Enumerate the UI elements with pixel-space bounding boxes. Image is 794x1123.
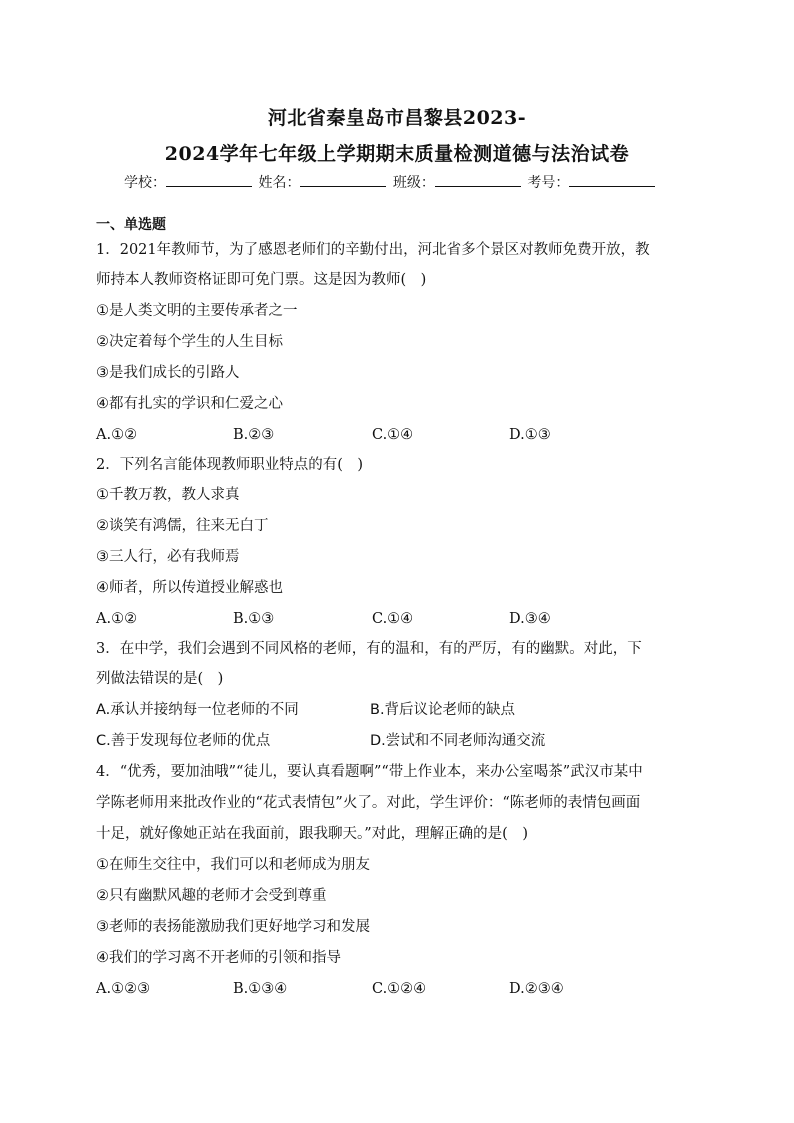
choice-d[interactable]: D.②③④	[509, 981, 564, 997]
question-1-statement: ②决定着每个学生的人生目标	[96, 334, 283, 350]
choice-b[interactable]: B.①③④	[233, 981, 288, 997]
question-2-stem-line: 2．下列名言能体现教师职业特点的有( )	[96, 457, 364, 473]
choice-b[interactable]: B.②③	[233, 427, 275, 443]
choice-d[interactable]: D.①③	[509, 427, 551, 443]
choice-d[interactable]: D.③④	[509, 611, 551, 627]
choice-c[interactable]: C.①④	[372, 427, 414, 443]
name-blank[interactable]	[300, 174, 386, 187]
choice-a[interactable]: A.①②	[96, 427, 138, 443]
question-3-choices-row1	[96, 700, 696, 720]
exam-number-label: 考号：	[527, 175, 570, 191]
choice-c[interactable]: C.①②④	[372, 981, 427, 997]
question-4-statement: ③老师的表扬能激励我们更好地学习和发展	[96, 919, 370, 935]
question-3-choices-row2	[96, 731, 696, 751]
choice-c[interactable]: C.善于发现每位老师的优点	[96, 733, 271, 749]
question-1-stem-line: 师持本人教师资格证即可免门票。这是因为教师( )	[96, 272, 427, 288]
question-4-stem-line: 十足，就好像她正站在我面前，跟我聊天。”对此，理解正确的是( )	[96, 826, 528, 842]
question-2-statement: ④师者，所以传道授业解惑也	[96, 580, 283, 596]
section-heading: 一、单选题	[96, 217, 166, 233]
question-4-stem-line: 4．“优秀，要加油哦”“徒儿，要认真看题啊”“带上作业本，来办公室喝茶”武汉市某中	[96, 764, 643, 780]
question-2-statement: ①千教万教，教人求真	[96, 487, 240, 503]
choice-a[interactable]: A.①②	[96, 611, 138, 627]
question-4-stem-line: 学陈老师用来批改作业的“花式表情包”火了。对此，学生评价：“陈老师的表情包画面	[96, 795, 641, 811]
class-label: 班级：	[392, 175, 435, 191]
choice-b[interactable]: B.①③	[233, 611, 275, 627]
question-1-stem-line: 1．2021年教师节，为了感恩老师们的辛勤付出，河北省多个景区对教师免费开放，教	[96, 242, 650, 258]
name-label: 姓名：	[258, 175, 301, 191]
question-1-statement: ③是我们成长的引路人	[96, 365, 240, 381]
question-3-stem-line: 3．在中学，我们会遇到不同风格的老师，有的温和，有的严厉，有的幽默。对此，下	[96, 641, 642, 657]
question-4-choices	[96, 979, 696, 999]
question-1-choices	[96, 425, 696, 445]
choice-a[interactable]: A.承认并接纳每一位老师的不同	[96, 702, 299, 718]
school-label: 学校：	[124, 175, 166, 191]
choice-c[interactable]: C.①④	[372, 611, 414, 627]
choice-b[interactable]: B.背后议论老师的缺点	[370, 702, 516, 718]
question-2-statement: ③三人行，必有我师焉	[96, 549, 240, 565]
student-info-fields	[124, 172, 684, 192]
question-2-choices	[96, 609, 696, 629]
question-1-statement: ④都有扎实的学识和仁爱之心	[96, 396, 283, 412]
choice-a[interactable]: A.①②③	[96, 981, 151, 997]
question-4-statement: ④我们的学习离不开老师的引领和指导	[96, 950, 341, 966]
school-blank[interactable]	[166, 174, 252, 187]
question-1-statement: ①是人类文明的主要传承者之一	[96, 303, 298, 319]
question-4-statement: ①在师生交往中，我们可以和老师成为朋友	[96, 857, 370, 873]
class-blank[interactable]	[435, 174, 521, 187]
exam-number-blank[interactable]	[569, 174, 655, 187]
question-3-stem-line: 列做法错误的是( )	[96, 671, 224, 687]
exam-title-line2: 2024学年七年级上学期期末质量检测道德与法治试卷	[164, 143, 630, 165]
question-2-statement: ②谈笑有鸿儒，往来无白丁	[96, 518, 269, 534]
choice-d[interactable]: D.尝试和不同老师沟通交流	[370, 733, 546, 749]
exam-title-line1: 河北省秦皇岛市昌黎县2023-	[267, 107, 527, 129]
question-4-statement: ②只有幽默风趣的老师才会受到尊重	[96, 888, 327, 904]
